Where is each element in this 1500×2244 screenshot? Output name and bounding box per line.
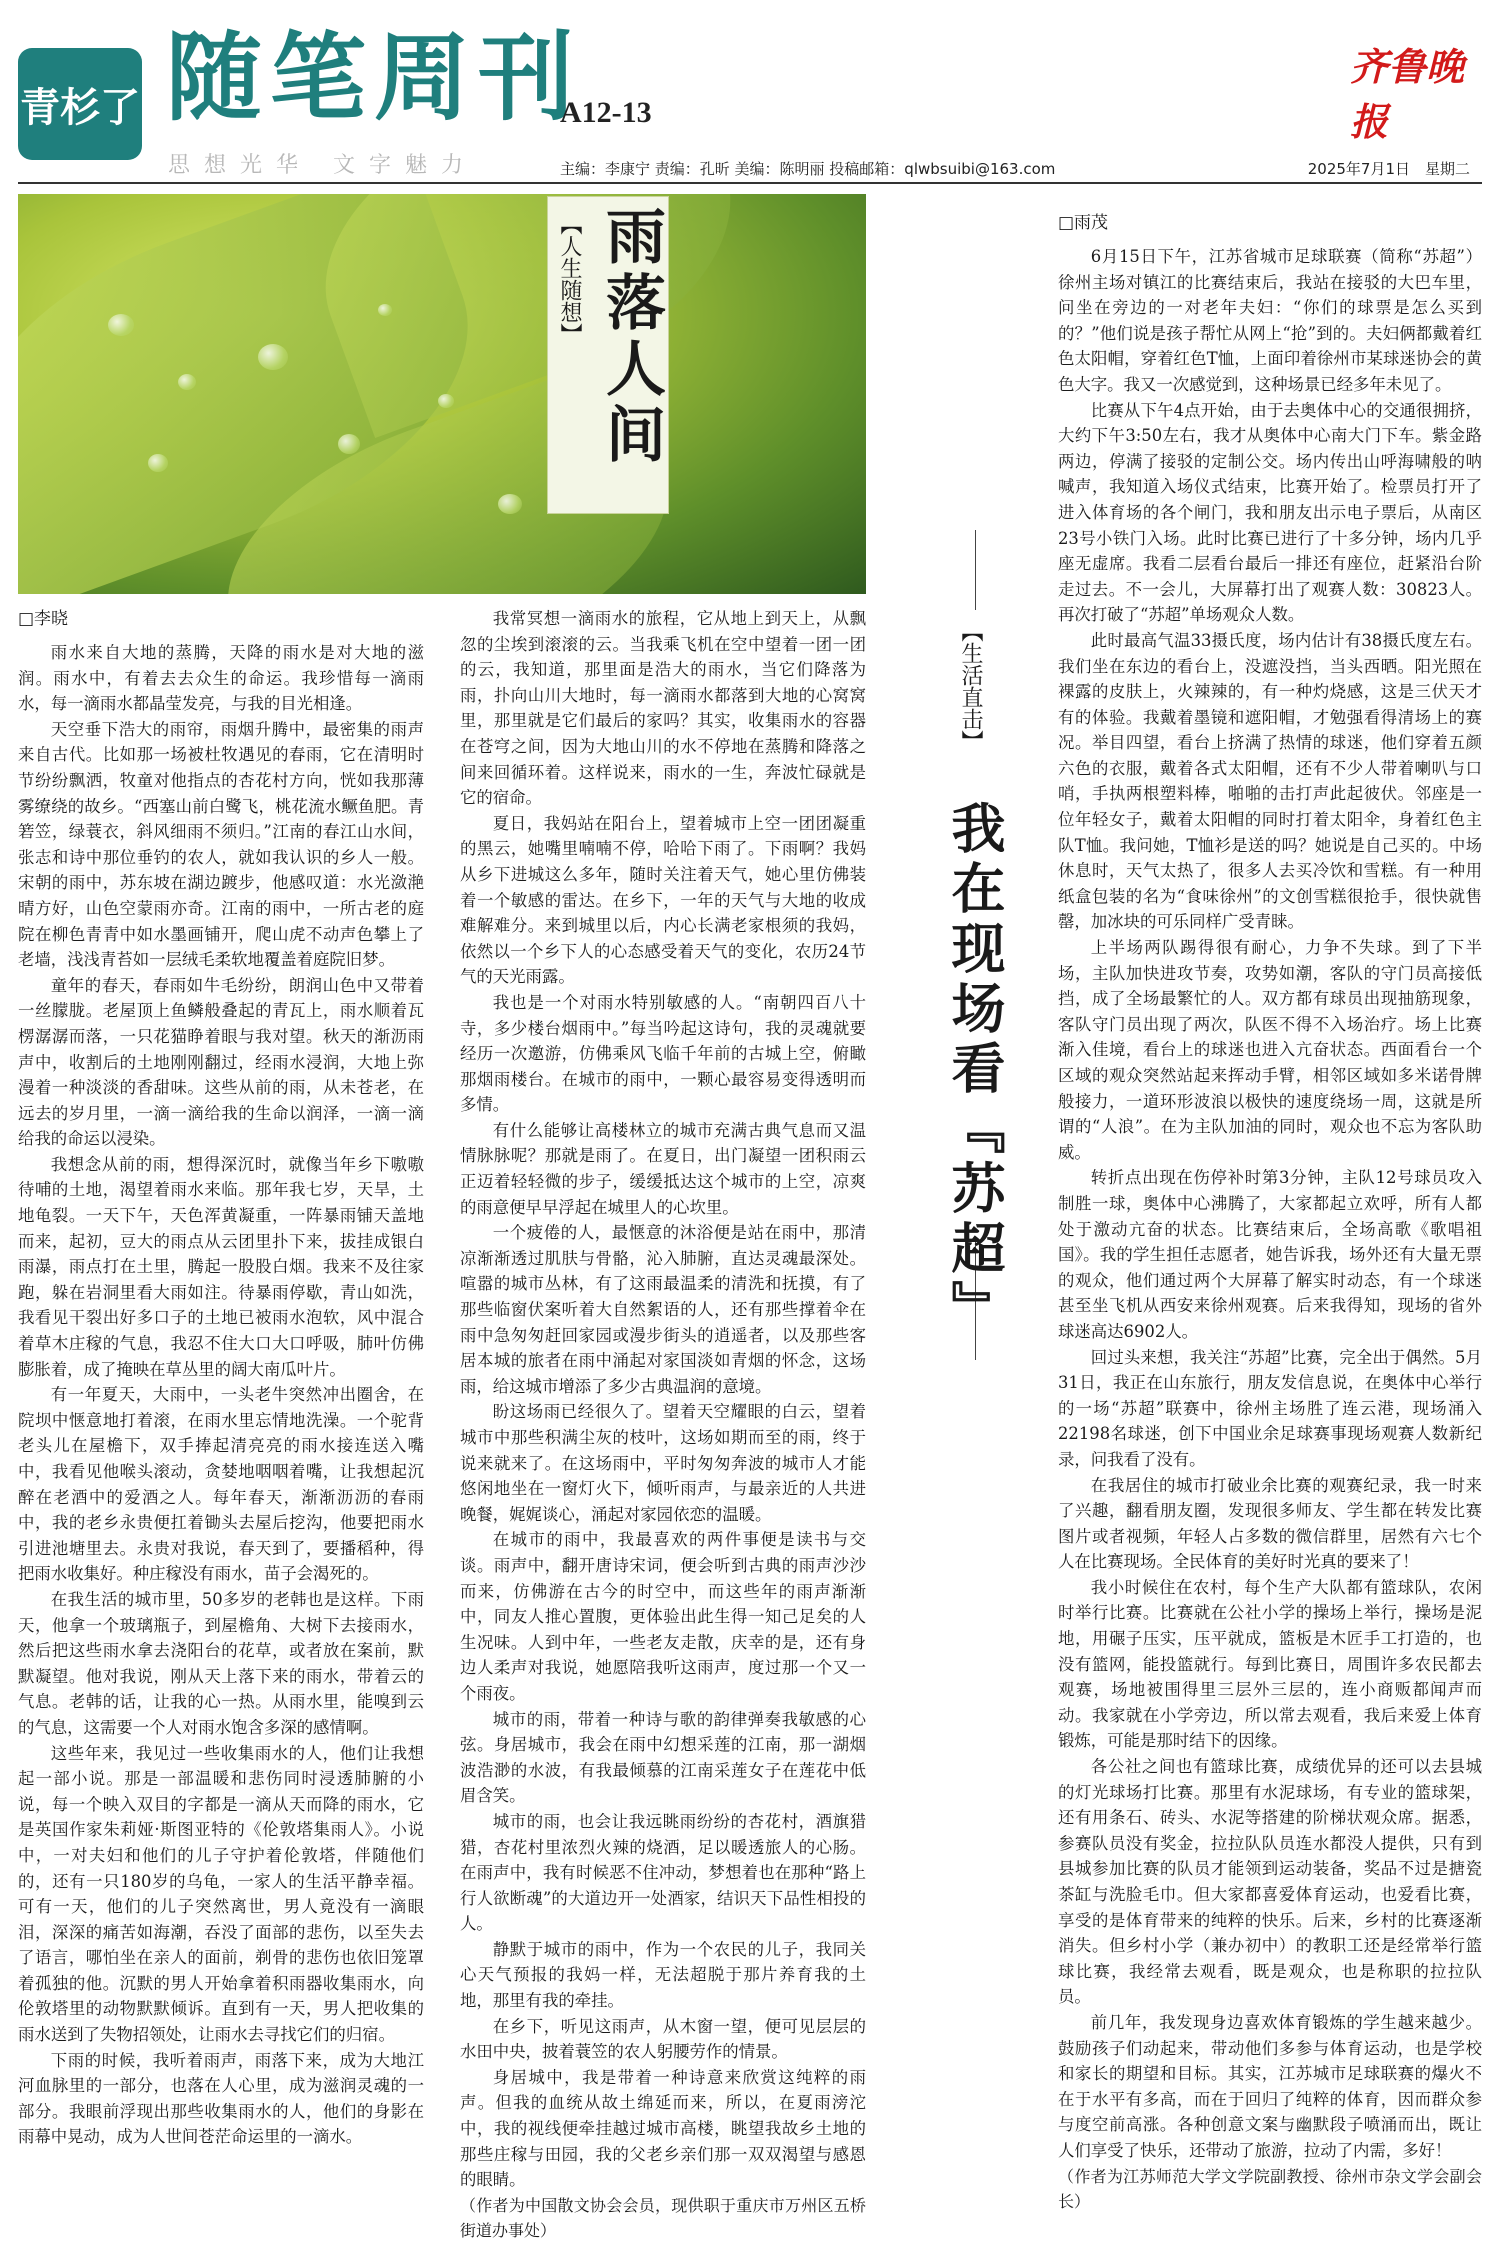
- paragraph: 城市的雨，也会让我远眺雨纷纷的杏花村，酒旗猎猎，杏花村里浓烈火辣的烧酒，足以暖透旅人的心肠。在雨声中，我有时候恶不住冲动，梦想着也在那种“路上行人欲断魂”的大道边开一处酒家，结识天下品性相投的人。: [460, 1811, 866, 1934]
- section-logo: 青杉了: [18, 48, 142, 160]
- supplement-title: 随笔周刊: [166, 22, 582, 134]
- paragraph: 6月15日下午，江苏省城市足球联赛（简称“苏超”）徐州主场对镇江的比赛结束后，我站在接驳的大巴车里，问坐在旁边的一对老年夫妇：“你们的球票是怎么买到的？”他们说是孩子帮忙从网上“抢”到的。夫妇俩都戴着红色太阳帽，穿着红色T恤，上面印着徐州市某球迷协会的黄色大字。我又一次感觉到，这种场景已经多年未见了。: [1058, 247, 1482, 394]
- article1-title-box: [547, 196, 669, 514]
- editor-info: 主编：李康宁 责编：孔昕 美编：陈明丽 投稿邮箱：qlwbsuibi@163.com: [560, 160, 1056, 178]
- newspaper-brand: 齐鲁晚报: [1350, 44, 1465, 144]
- paragraph: 此时最高气温33摄氏度，场内估计有38摄氏度左右。我们坐在东边的看台上，没遮没挡，当头西晒。阳光照在裸露的皮肤上，火辣辣的，有一种灼烧感，这是三伏天才有的体验。我戴着墨镜和遮阳帽，才勉强看得清场上的赛况。举目四望，看台上挤满了热情的球迷，他们穿着五颜六色的衣服，戴着各式太阳帽，还有不少人带着喇叭与口哨，手执两根塑料棒，啪啪的击打声此起彼伏。邻座是一位年轻女子，戴着太阳帽的同时打着太阳伞，身着红色主队T恤。我问她，T恤衫是送的吗？她说是自己买的。中场休息时，天气太热了，很多人去买冷饮和雪糕。有一种用纸盒包装的名为“食味徐州”的文创雪糕很抢手，很快就售罄，加冰块的可乐同样广受青睐。: [1058, 630, 1482, 932]
- masthead: [0, 0, 1500, 180]
- paragraph: 雨水来自大地的蒸腾，天降的雨水是对大地的滋润。雨水中，有着去去众生的命运。我珍惜每一滴雨水，每一滴雨水都晶莹发亮，与我的目光相逢。: [18, 643, 424, 714]
- article2-title: 我在现场看『苏超』: [943, 800, 1006, 1340]
- paragraph: 回过头来想，我关注“苏超”比赛，完全出于偶然。5月31日，我正在山东旅行，朋友发信息说，在奥体中心举行的一场“苏超”联赛中，徐州主场胜了连云港，现场涌入22198名球迷，创下中国业余足球赛事现场观赛人数新纪录，问我看了没有。: [1058, 1347, 1482, 1469]
- article1-author: □李晓: [18, 609, 69, 629]
- divider-line: [975, 530, 976, 610]
- paragraph: 在我居住的城市打破业余比赛的观赛纪录，我一时来了兴趣，翻看朋友圈，发现很多师友、学生都在转发比赛图片或者视频，年轻人占多数的微信群里，居然有六七个人在比赛现场。全民体育的美好时光真的要来了！: [1058, 1475, 1482, 1572]
- paragraph: 这些年来，我见过一些收集雨水的人，他们让我想起一部小说。那是一部温暖和悲伤同时浸透肺腑的小说，每一个映入双目的字都是一滴从天而降的雨水，它是英国作家朱莉娅·斯图亚特的《伦敦塔集雨人》。小说中，一对夫妇和他们的儿子守护着伦敦塔，伴随他们的，还有一只180岁的乌龟，一家人的生活平静幸福。可有一天，他们的儿子突然离世，男人竟没有一滴眼泪，深深的痛苦如海潮，吞没了面部的悲伤，以至失去了语言，哪怕坐在亲人的面前，剃骨的悲伤也依旧笼罩着孤独的他。沉默的男人开始拿着积雨器收集雨水，向伦敦塔里的动物默默倾诉。直到有一天，男人把收集的雨水送到了失物招领处，让雨水去寻找它们的归宿。: [18, 1743, 424, 2045]
- paragraph: 各公社之间也有篮球比赛，成绩优异的还可以去县城的灯光球场打比赛。那里有水泥球场，有专业的篮球架，还有用条石、砖头、水泥等搭建的阶梯状观众席。据悉，参赛队员没有奖金，拉拉队队员连水都没人提供，只有到县城参加比赛的队员才能领到运动装备，奖品不过是搪瓷茶缸与洗脸毛巾。但大家都喜爱体育运动，也爱看比赛，享受的是体育带来的纯粹的快乐。后来，乡村的比赛逐渐消失。但乡村小学（兼办初中）的教职工还是经常举行篮球比赛，我经常去观看，既是观众，也是称职的拉拉队员。: [1058, 1757, 1482, 2007]
- article1-column-1: [18, 640, 424, 2150]
- paragraph: 一个疲倦的人，最惬意的沐浴便是站在雨中，那清凉渐渐透过肌肤与骨骼，沁入肺腑，直达灵魂最深处。喧嚣的城市丛林，有了这雨最温柔的清洗和抚摸，有了那些临窗伏案听着大自然絮语的人，还有那些撑着伞在雨中急匆匆赶回家园或漫步街头的逍遥者，以及那些客居本城的旅者在雨中涌起对家国淡如青烟的怀念，这场雨，给这城市增添了多少古典温润的意境。: [460, 1223, 866, 1396]
- paragraph: 转折点出现在伤停补时第3分钟，主队12号球员攻入制胜一球，奥体中心沸腾了，大家都起立欢呼，所有人都处于激动亢奋的状态。比赛结束后，全场高歌《歌唱祖国》。我的学生担任志愿者，她告诉我，场外还有大量无票的观众，他们通过两个大屏幕了解实时动态，有一个球迷甚至坐飞机从西安来徐州观赛。后来我得知，现场的省外球迷高达6902人。: [1058, 1168, 1482, 1341]
- paragraph: 我想念从前的雨，想得深沉时，就像当年乡下嗷嗷待哺的土地，渴望着雨水来临。那年我七岁，天旱，土地龟裂。一天下午，天色浑黄凝重，一阵暴雨铺天盖地而来，起初，豆大的雨点从云团里扑下来，拔挂成银白雨瀑，雨点打在土里，腾起一股股白烟。我来不及往家跑，躲在岩洞里看大雨如注。待暴雨停歇，青山如洗，我看见干裂出好多口子的土地已被雨水泡软，风中混合着草木庄稼的气息，我忍不住大口大口呼吸，肺叶仿佛膨胀着，成了掩映在草丛里的阔大南瓜叶片。: [18, 1154, 424, 1379]
- paragraph: 有一年夏天，大雨中，一头老牛突然冲出圈舍，在院坝中惬意地打着滚，在雨水里忘情地洗澡。一个驼背老头儿在屋檐下，双手捧起清亮亮的雨水接连送入嘴中，我看见他喉头滚动，贪婪地咽咽着嘴，让我想起沉醉在老酒中的爱酒之人。每年春天，渐渐沥沥的春雨中，我的老乡永贵便扛着锄头去屋后挖沟，他要把雨水引进池塘里去。永贵对我说，春天到了，要播稻种，得把雨水收集好。种庄稼没有雨水，苗子会渴死的。: [18, 1385, 424, 1584]
- article1-column-2: [460, 606, 866, 2244]
- article2-author: □雨茂: [1058, 213, 1109, 233]
- paragraph: 比赛从下午4点开始，由于去奥体中心的交通很拥挤，大约下午3:50左右，我才从奥体中心南大门下车。紫金路两边，停满了接驳的定制公交。场内传出山呼海啸般的呐喊声，我知道入场仪式结束，比赛开始了。检票员打开了进入体育场的各个闸门，我和朋友出示电子票后，从南区23号小铁门入场。此时比赛已进行了十多分钟，场内几乎座无虚席。我看二层看台最后一排还有座位，赶紧沿台阶走过去。不一会儿，大屏幕打出了观赛人数：30823人。再次打破了“苏超”单场观众人数。: [1058, 400, 1482, 625]
- article1-section-label: 【人生随想】: [557, 213, 582, 345]
- paragraph: 在城市的雨中，我最喜欢的两件事便是读书与交谈。雨声中，翻开唐诗宋词，便会听到古典的雨声沙沙而来，仿佛游在古今的时空中，而这些年的雨声渐渐中，同友人推心置腹，更体验出此生得一知己足矣的人生况味。人到中年，一些老友走散，庆幸的是，还有身边人柔声对我说，她愿陪我听这雨声，度过那一个又一个雨夜。: [460, 1530, 866, 1703]
- header-rule: [18, 182, 1482, 184]
- paragraph: 天空垂下浩大的雨帘，雨烟升腾中，最密集的雨声来自古代。比如那一场被杜牧遇见的春雨，它在清明时节纷纷飘洒，牧童对他指点的杏花村方向，恍如我那薄雾缭绕的故乡。“西塞山前白鹭飞，桃花流水鳜鱼肥。青箬笠，绿蓑衣，斜风细雨不须归。”江南的春江山水间，张志和诗中那位垂钓的农人，就如我认识的乡人一般。宋朝的雨中，苏东坡在湖边踱步，他感叹道：水光潋滟晴方好，山色空蒙雨亦奇。江南的雨中，一所古老的庭院在柳色青青中如水墨画铺开，爬山虎不动声色攀上了老墙，浅浅青苔如一层绒毛柔软地覆盖着庭院旧梦。: [18, 719, 424, 970]
- paragraph: 静默于城市的雨中，作为一个农民的儿子，我同关心天气预报的我妈一样，无法超脱于那片养育我的土地，那里有我的牵挂。: [460, 1939, 866, 2011]
- article2-column: [1058, 244, 1482, 2215]
- paragraph: 我也是一个对雨水特别敏感的人。“南朝四百八十寺，多少楼台烟雨中。”每当吟起这诗句，我的灵魂就要经历一次邀游，仿佛乘风飞临千年前的古城上空，俯瞰那烟雨楼台。在城市的雨中，一颗心最容易变得透明而多情。: [460, 992, 866, 1115]
- article1-author-note: （作者为中国散文协会会员，现供职于重庆市万州区五桥街道办事处）: [460, 2195, 866, 2241]
- slogan: 思想光华 文字魅力: [168, 153, 477, 178]
- paragraph: 下雨的时候，我听着雨声，雨落下来，成为大地江河血脉里的一部分，也落在人心里，成为滋润灵魂的一部分。我眼前浮现出那些收集雨水的人，他们的身影在雨幕中晃动，成为人世间苍茫命运里的一滴水。: [18, 2050, 424, 2147]
- paragraph: 上半场两队踢得很有耐心，力争不失球。到了下半场，主队加快进攻节奏，攻势如潮，客队的守门员高接低挡，成了全场最繁忙的人。双方都有球员出现抽筋现象，客队守门员出现了两次，队医不得不入场治疗。场上比赛渐入佳境，看台上的球迷也进入亢奋状态。西面看台一个区域的观众突然站起来挥动手臂，相邻区域如多米诺骨牌般接力，一道环形波浪以极快的速度绕场一周，这就是所谓的“人浪”。在为主队加油的同时，观众也不忘为客队助威。: [1058, 938, 1482, 1162]
- paragraph: 童年的春天，春雨如牛毛纷纷，朗润山色中又带着一丝朦胧。老屋顶上鱼鳞般叠起的青瓦上，雨水顺着瓦楞潺潺而落，一只花猫睁着眼与我对望。秋天的渐沥雨声中，收割后的土地刚刚翻过，经雨水浸润，大地上弥漫着一种淡淡的香甜味。这些从前的雨，从未苍老，在远去的岁月里，一滴一滴给我的生命以润泽，一滴一滴给我的命运以浸染。: [18, 975, 424, 1149]
- paragraph: 身居城中，我是带着一种诗意来欣赏这纯粹的雨声。但我的血统从故土绵延而来，所以，在夏雨滂沱中，我的视线便牵挂越过城市高楼，眺望我故乡土地的那些庄稼与田园，我的父老乡亲们那一双双渴望与感恩的眼睛。: [460, 2067, 866, 2190]
- page-number: A12-13: [560, 96, 652, 129]
- paragraph: 有什么能够让高楼林立的城市充满古典气息而又温情脉脉呢？那就是雨了。在夏日，出门凝望一团积雨云正迈着轻轻微的步子，缓缓抵达这个城市的上空，凉爽的雨意便早早浮起在城里人的心坎里。: [460, 1120, 866, 1217]
- paragraph: 我常冥想一滴雨水的旅程，它从地上到天上，从飘忽的尘埃到滚滚的云。当我乘飞机在空中望着一团一团的云，我知道，那里面是浩大的雨水，当它们降落为雨，扑向山川大地时，每一滴雨水都落到大地的心窝窝里，那里就是它们最后的家吗？其实，收集雨水的容器在苍穹之间，因为大地山川的水不停地在蒸腾和降落之间来回循环着。这样说来，雨水的一生，奔波忙碌就是它的宿命。: [460, 609, 866, 808]
- paragraph: 前几年，我发现身边喜欢体育锻炼的学生越来越少。鼓励孩子们动起来，带动他们多参与体育运动，也是学校和家长的期望和目标。其实，江苏城市足球联赛的爆火不在于水平有多高，而在于回归了纯粹的体育，因而群众参与度空前高涨。各种创意文案与幽默段子喷涌而出，既让人们享受了快乐，还带动了旅游，拉动了内需，多好！: [1058, 2012, 1482, 2160]
- leaf-raindrop-photo: [18, 194, 866, 594]
- paragraph: 盼这场雨已经很久了。望着天空耀眼的白云，望着城市中那些积满尘灰的枝叶，这场如期而至的雨，终于说来就来了。在这场雨中，平时匆匆奔波的城市人才能悠闲地坐在一窗灯火下，倾听雨声，与最亲近的人共进晚餐，娓娓谈心，涌起对家园依恋的温暖。: [460, 1402, 866, 1524]
- paragraph: 城市的雨，带着一种诗与歌的韵律弹奏我敏感的心弦。身居城市，我会在雨中幻想采莲的江南，那一湖烟波浩渺的水波，有我最倾慕的江南采莲女子在莲花中低眉含笑。: [460, 1709, 866, 1806]
- article2-author-note: （作者为江苏师范大学文学院副教授、徐州市杂文学会副会长）: [1058, 2166, 1482, 2212]
- article2-section-label: 【生活直击】: [958, 620, 983, 752]
- article1-title: 雨落人间: [596, 205, 666, 469]
- paragraph: 我小时候住在农村，每个生产大队都有篮球队，农闲时举行比赛。比赛就在公社小学的操场上举行，操场是泥地，用碾子压实，压平就成，篮板是木匠手工打造的，也没有篮网，能投篮就行。每到比赛日，周围许多农民都去观赛，场地被围得里三层外三层的，连小商贩都闻声而动。我家就在小学旁边，所以常去观看，我后来爱上体育锻炼，可能是那时结下的因缘。: [1058, 1577, 1482, 1751]
- issue-date: 2025年7月1日 星期二: [1307, 160, 1470, 178]
- paragraph: 在乡下，听见这雨声，从木窗一望，便可见层层的水田中央，披着蓑笠的农人躬腰劳作的情景。: [460, 2016, 866, 2062]
- paragraph: 在我生活的城市里，50多岁的老韩也是这样。下雨天，他拿一个玻璃瓶子，到屋檐角、大树下去接雨水，然后把这些雨水拿去浇阳台的花草，或者放在案前，默默凝望。他对我说，刚从天上落下来的雨水，带着云的气息。老韩的话，让我的心一热。从雨水里，能嗅到云的气息，这需要一个人对雨水饱含多深的感情啊。: [18, 1589, 424, 1737]
- paragraph: 夏日，我妈站在阳台上，望着城市上空一团团凝重的黑云，她嘴里喃喃不停，哈哈下雨了。下雨啊？我妈从乡下进城这么多年，随时关注着天气，她心里仿佛装着一个敏感的雷达。在乡下，一年的天气与大地的收成难解难分。来到城里以后，内心长满老家根须的我妈，依然以一个乡下人的心态感受着天气的变化，农历24节气的天光雨露。: [460, 813, 866, 987]
